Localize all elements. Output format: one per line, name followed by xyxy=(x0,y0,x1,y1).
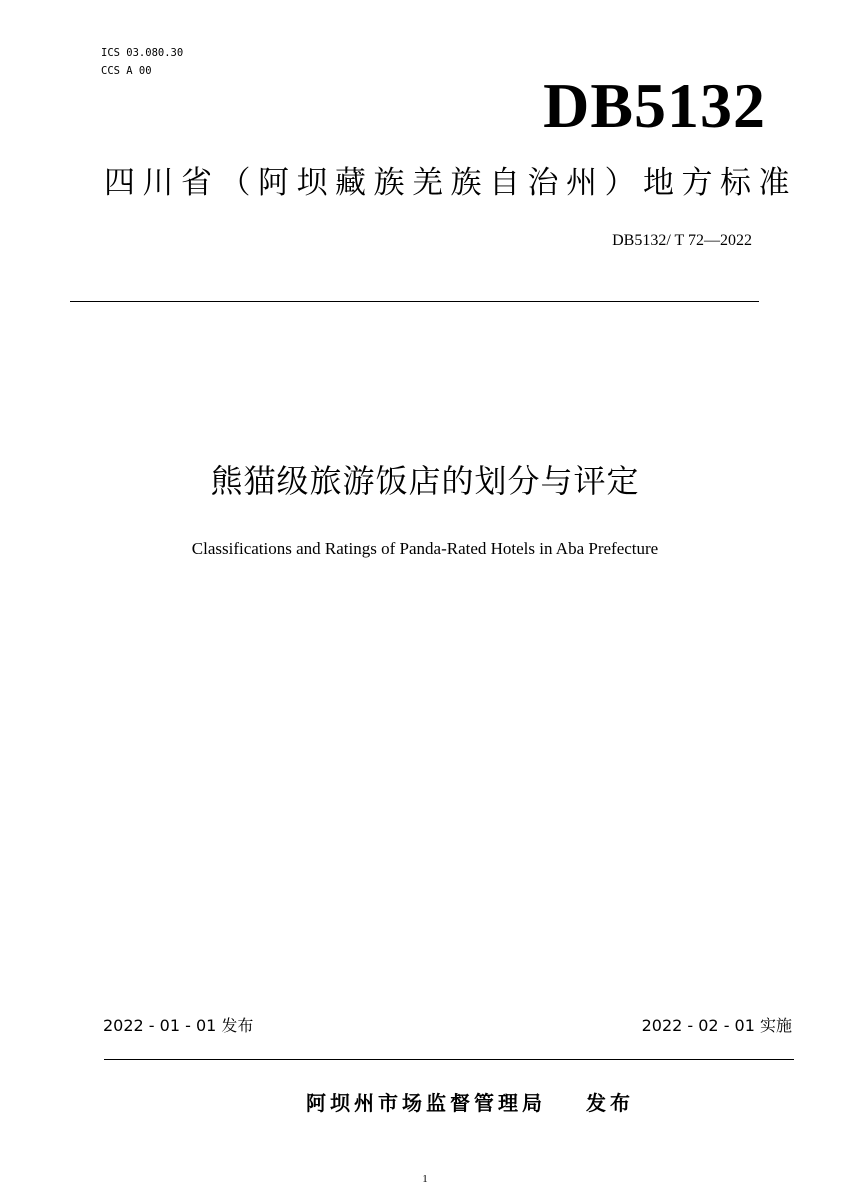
document-title-chinese: 熊猫级旅游饭店的划分与评定 xyxy=(210,462,640,500)
bottom-divider xyxy=(104,1059,794,1060)
ics-code: ICS 03.080.30 xyxy=(101,47,184,59)
issuer-line xyxy=(306,1088,634,1118)
classification-codes xyxy=(101,44,183,80)
issuer-name: 阿坝州市场监督管理局 xyxy=(306,1091,546,1115)
page-number: 1 xyxy=(422,1173,428,1185)
issuer-action: 发布 xyxy=(586,1091,634,1115)
document-title-english: Classifications and Ratings of Panda-Rated Hotels in Aba Prefecture xyxy=(191,539,659,558)
standard-number: DB5132/ T 72—2022 xyxy=(612,232,752,249)
implementation-date: 2022 - 02 - 01 实施 xyxy=(641,1016,792,1035)
top-divider xyxy=(70,301,759,302)
ccs-code: CCS A 00 xyxy=(101,65,152,77)
standard-type-title: 四川省（阿坝藏族羌族自治州）地方标准 xyxy=(104,165,797,201)
db-code-heading: DB5132 xyxy=(543,70,766,141)
issue-date: 2022 - 01 - 01 发布 xyxy=(103,1016,254,1035)
